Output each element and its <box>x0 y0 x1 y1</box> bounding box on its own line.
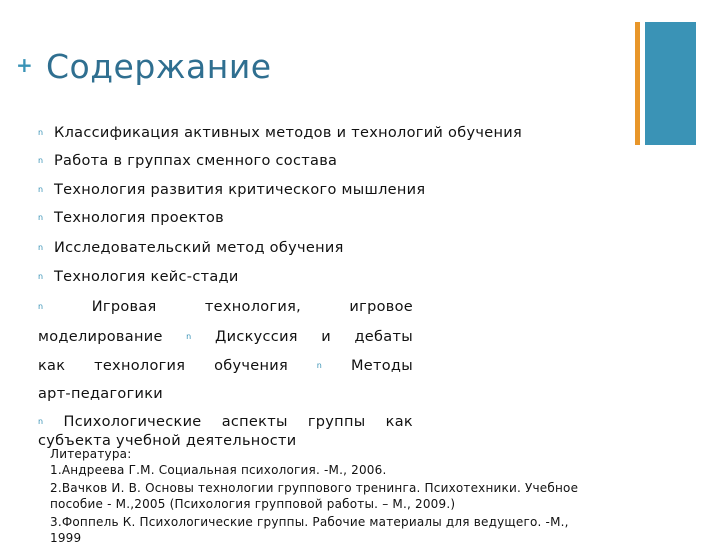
list-item <box>38 150 337 172</box>
justified-line-4 <box>38 383 163 405</box>
literature-item: пособие - М.,2005 (Психология групповой работы. – М., 2009.) <box>50 497 456 511</box>
word: как <box>385 414 413 430</box>
word: технология <box>94 358 186 374</box>
list-item-text: Работа в группах сменного состава <box>54 153 338 169</box>
bullet-icon: n <box>38 302 44 311</box>
word: арт-педагогики <box>38 386 163 402</box>
bullet-icon: n <box>38 272 44 281</box>
list-item <box>38 237 344 259</box>
literature-heading-text: Литература <box>50 447 128 461</box>
justified-line-2 <box>38 325 413 349</box>
decorative-orange-bar <box>635 22 640 145</box>
word: дебаты <box>354 329 413 345</box>
word: технология, <box>204 299 302 315</box>
literature-heading <box>50 446 131 462</box>
justified-line-3 <box>38 354 413 378</box>
slide-title: Содержание <box>46 47 272 86</box>
word: Методы <box>350 358 413 374</box>
list-item-text: Классификация активных методов и технологий обучения <box>54 125 522 141</box>
list-item <box>38 266 239 288</box>
word: обучения <box>214 358 289 374</box>
list-item <box>38 122 522 144</box>
word: игровое <box>349 299 413 315</box>
bullet-icon: n <box>38 243 44 252</box>
list-item <box>38 179 425 201</box>
literature-item: 1.Андреева Г.М. Социальная психология. -М., 2006. <box>50 463 387 477</box>
bullet-icon: n <box>38 185 44 194</box>
literature-item: 3.Фоппель К. Психологические группы. Рабочие материалы для ведущего. -М., <box>50 515 569 529</box>
bullet-icon: n <box>38 213 44 222</box>
bullet-icon: n <box>38 156 44 165</box>
plus-icon: + <box>16 53 33 77</box>
word: Дискуссия <box>214 329 298 345</box>
word: аспекты <box>221 414 288 430</box>
list-item-text: Технология развития критического мышления <box>54 182 426 198</box>
word: субъекта учебной деятельности <box>38 433 297 449</box>
list-item <box>38 207 224 229</box>
list-item-text: Технология проектов <box>54 210 225 226</box>
decorative-teal-block <box>645 22 696 145</box>
literature-heading-colon: : <box>127 447 132 461</box>
word: Игровая <box>91 299 157 315</box>
word: моделирование <box>38 329 163 345</box>
list-item-text: Технология кейс-стади <box>54 269 239 285</box>
bullet-icon: n <box>186 332 192 341</box>
justified-line-1 <box>38 295 413 319</box>
word: группы <box>307 414 366 430</box>
bullet-icon: n <box>38 128 44 137</box>
literature-item: 2.Вачков И. В. Основы технологии группового тренинга. Психотехники. Учебное <box>50 481 579 495</box>
word: как <box>38 358 66 374</box>
bullet-icon: n <box>316 361 323 370</box>
list-item-text: Исследовательский метод обучения <box>54 240 344 256</box>
literature-item: 1999 <box>50 531 82 545</box>
word: и <box>321 329 332 345</box>
word: Психологические <box>63 414 202 430</box>
bullet-icon: n <box>38 417 44 426</box>
